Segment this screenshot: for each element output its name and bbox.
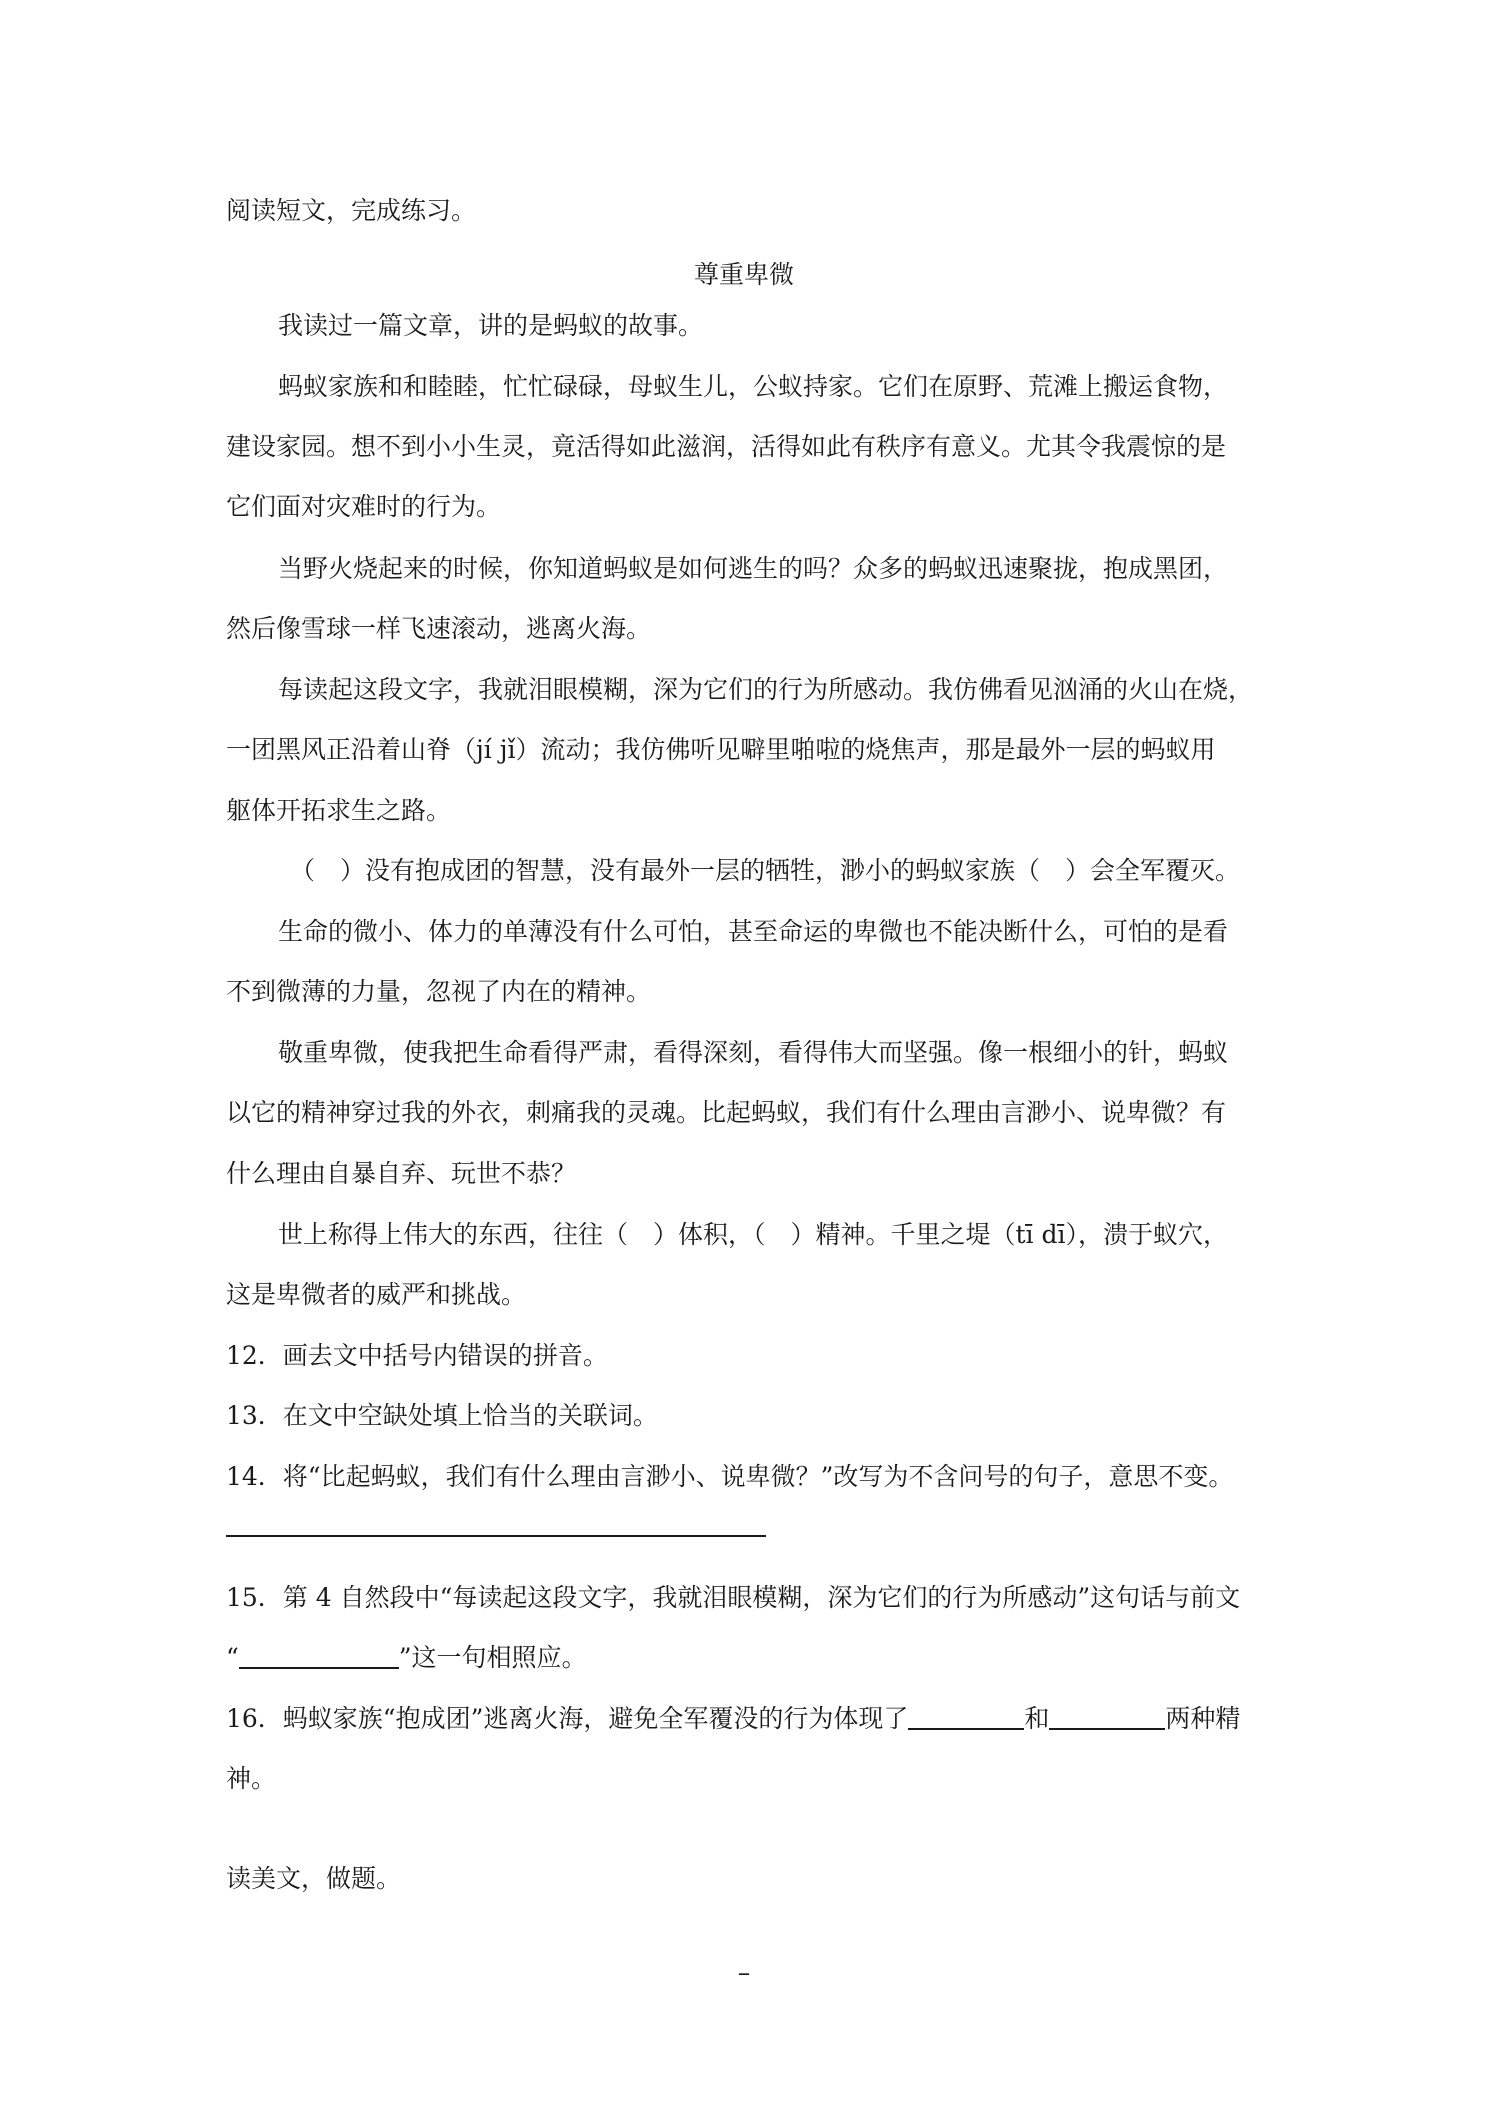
article-line: 这是卑微者的威严和挑战。 bbox=[226, 1280, 527, 1309]
article-line: 它们面对灾难时的行为。 bbox=[226, 492, 502, 521]
question-16-continued: 神。 bbox=[226, 1764, 277, 1793]
question-15-continued bbox=[226, 1645, 587, 1670]
answer-blank-15[interactable] bbox=[239, 1645, 399, 1669]
answer-blank-16b[interactable] bbox=[1049, 1706, 1165, 1730]
question-12: 12．画去文中括号内错误的拼音。 bbox=[226, 1341, 608, 1370]
article-line: 世上称得上伟大的东西，往往（ ）体积，（ ）精神。千里之堤（tī dī），溃于蚁穴， bbox=[278, 1220, 1228, 1249]
article-line: 然后像雪球一样飞速滚动，逃离火海。 bbox=[226, 614, 652, 643]
article-title: 尊重卑微 bbox=[693, 260, 794, 289]
article-line: 蚂蚁家族和和睦睦，忙忙碌碌，母蚁生儿，公蚁持家。它们在原野、荒滩上搬运食物， bbox=[278, 372, 1229, 401]
question-16-text: 16．蚂蚁家族“抱成团”逃离火海，避免全军覆没的行为体现了 bbox=[226, 1704, 909, 1733]
article-line: 不到微薄的力量，忽视了内在的精神。 bbox=[226, 977, 652, 1006]
question-14: 14．将“比起蚂蚁，我们有什么理由言渺小、说卑微？”改写为不含问号的句子，意思不变。 bbox=[226, 1462, 1234, 1491]
question-13: 13．在文中空缺处填上恰当的关联词。 bbox=[226, 1401, 658, 1430]
next-section-intro: 读美文，做题。 bbox=[226, 1864, 402, 1893]
article-line: 建设家园。想不到小小生灵，竟活得如此滋润，活得如此有秩序有意义。尤其令我震惊的是 bbox=[226, 432, 1227, 461]
question-16 bbox=[226, 1706, 1240, 1731]
article-line: 每读起这段文字，我就泪眼模糊，深为它们的行为所感动。我仿佛看见汹涌的火山在烧， bbox=[278, 675, 1254, 704]
article-line: 什么理由自暴自弃、玩世不恭？ bbox=[226, 1159, 577, 1188]
article-line: 当野火烧起来的时候，你知道蚂蚁是如何逃生的吗？众多的蚂蚁迅速聚拢，抱成黑团， bbox=[278, 554, 1229, 583]
question-16-and: 和 bbox=[1024, 1704, 1050, 1733]
section-intro: 阅读短文，完成练习。 bbox=[226, 196, 477, 225]
page-footer: – bbox=[737, 1958, 751, 1987]
article-line: 生命的微小、体力的单薄没有什么可怕，甚至命运的卑微也不能决断什么，可怕的是看 bbox=[278, 917, 1229, 946]
article-line: 以它的精神穿过我的外衣，刺痛我的灵魂。比起蚂蚁，我们有什么理由言渺小、说卑微？有 bbox=[226, 1098, 1227, 1127]
question-16-end: 两种精 bbox=[1165, 1704, 1241, 1733]
article-line: 躯体开拓求生之路。 bbox=[226, 796, 452, 825]
question-15-tail: ”这一句相照应。 bbox=[398, 1643, 587, 1672]
article-line: （ ）没有抱成团的智慧，没有最外一层的牺牲，渺小的蚂蚁家族（ ）会全军覆灭。 bbox=[290, 856, 1241, 885]
answer-blank-14[interactable] bbox=[226, 1535, 766, 1537]
open-quote: “ bbox=[226, 1643, 239, 1672]
question-15: 15．第 4 自然段中“每读起这段文字，我就泪眼模糊，深为它们的行为所感动”这句话与前文 bbox=[226, 1583, 1241, 1612]
article-line: 我读过一篇文章，讲的是蚂蚁的故事。 bbox=[278, 311, 704, 340]
article-line: 敬重卑微，使我把生命看得严肃，看得深刻，看得伟大而坚强。像一根细小的针，蚂蚁 bbox=[278, 1038, 1229, 1067]
article-line: 一团黑风正沿着山脊（jí jǐ）流动；我仿佛听见噼里啪啦的烧焦声，那是最外一层的蚂蚁用 bbox=[226, 735, 1216, 764]
answer-blank-16a[interactable] bbox=[908, 1706, 1024, 1730]
